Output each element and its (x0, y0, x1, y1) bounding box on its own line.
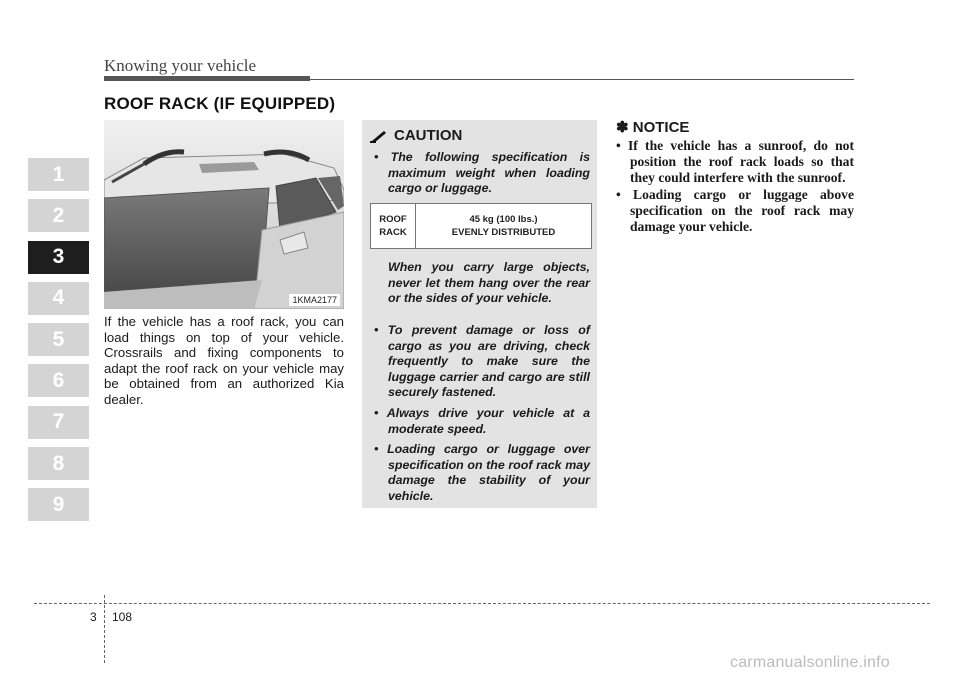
caution-icon (370, 129, 388, 143)
header-title: Knowing your vehicle (104, 56, 257, 75)
spec-value (416, 204, 592, 249)
footer-divider (104, 595, 105, 663)
chapter-tab-4[interactable]: 4 (28, 282, 89, 315)
chapter-tab-3[interactable]: 3 (28, 241, 89, 274)
chapter-tab-5[interactable]: 5 (28, 323, 89, 356)
table-row (371, 204, 592, 249)
list-item: • Loading cargo or luggage above specification on the roof rack may damage your vehicle. (616, 186, 854, 235)
chapter-tab-8[interactable]: 8 (28, 447, 89, 480)
list-item: • Loading cargo or luggage over specification on the roof rack may damage the stability of your vehicle. (374, 442, 590, 503)
spec-value-distribution: EVENLY DISTRIBUTED (451, 227, 556, 238)
roof-rack-photo (104, 120, 344, 309)
chapter-tab-9[interactable]: 9 (28, 488, 89, 521)
notice-item-text: Loading cargo or luggage above specification on the roof rack may damage your vehicle. (630, 186, 854, 235)
caution-intro-list (374, 150, 590, 203)
spec-value-weight: 45 kg (100 lbs.) (469, 214, 538, 225)
car-illustration (104, 120, 344, 309)
footer-rule (34, 603, 930, 604)
chapter-tab-1[interactable]: 1 (28, 158, 89, 191)
caution-header (370, 127, 462, 144)
photo-code: 1KMA2177 (289, 294, 340, 306)
chapter-tabs (28, 158, 89, 530)
notice-item-text: If the vehicle has a sunroof, do not position the roof rack loads so that they could interfere with the sunroof. (628, 138, 854, 186)
footer-page-number: 108 (112, 610, 133, 624)
spec-label-text: ROOF RACK (379, 214, 407, 238)
section-title: ROOF RACK (IF EQUIPPED) (104, 94, 336, 113)
caution-intro-text: The following specification is maximum weight when loading cargo or luggage. (388, 150, 590, 196)
chapter-tab-6[interactable]: 6 (28, 364, 89, 397)
caution-item-text: Always drive your vehicle at a moderate speed. (386, 405, 590, 436)
caution-list (374, 323, 590, 510)
chapter-tab-7[interactable]: 7 (28, 406, 89, 439)
caution-box (362, 120, 597, 508)
footer-chapter-number: 3 (90, 610, 97, 624)
caution-item-text: To prevent damage or loss of cargo as you are driving, check frequently to make sure the luggage carrier and cargo are still securely fastened. (387, 323, 591, 400)
watermark: carmanualsonline.info (730, 654, 890, 671)
spec-label (371, 204, 416, 249)
caution-title: CAUTION (394, 127, 463, 144)
list-item: • If the vehicle has a sunroof, do not position the roof rack loads so that they could interfere with the sunroof. (616, 138, 854, 186)
caution-intro: • The following specification is maximum weight when loading cargo or luggage. (374, 150, 590, 196)
spec-table (370, 203, 592, 249)
caution-item-text: Loading cargo or luggage over specification on the roof rack may damage the stability of your vehicle. (387, 442, 590, 503)
header-rule-accent (104, 76, 310, 81)
chapter-tab-2[interactable]: 2 (28, 199, 89, 232)
roof-rack-description: If the vehicle has a roof rack, you can load things on top of your vehicle. Crossrails and fixing components to adapt the roof rack on your vehicle may be obtained from an authorized Kia dealer. (104, 314, 344, 407)
caution-continuation: When you carry large objects, never let them hang over the rear or the sides of your vehicle. (388, 260, 590, 306)
notice-list (616, 138, 854, 235)
notice-title: ✽ NOTICE (616, 119, 690, 136)
list-item: • To prevent damage or loss of cargo as you are driving, check frequently to make sure the luggage carrier and cargo are still securely fastened. (374, 323, 591, 400)
list-item: • Always drive your vehicle at a moderate speed. (374, 405, 590, 436)
